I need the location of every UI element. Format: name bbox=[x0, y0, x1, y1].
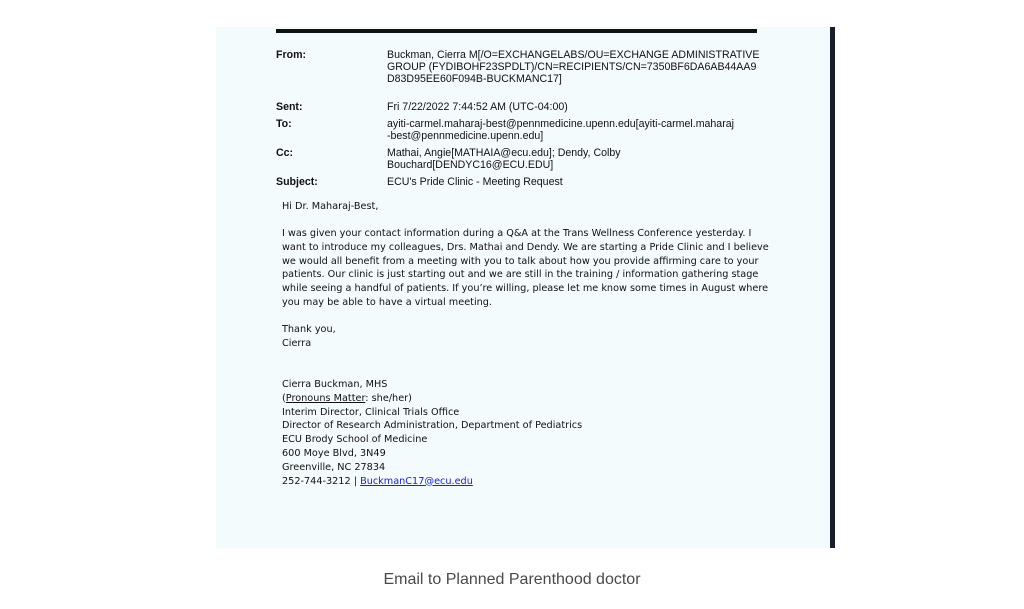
signature-school: ECU Brody School of Medicine bbox=[282, 434, 428, 446]
signature-contact bbox=[282, 475, 582, 489]
signature-name: Cierra Buckman, MHS bbox=[282, 379, 388, 390]
from-value: Buckman, Cierra M[/O=EXCHANGELABS/OU=EXCHANGE ADMINISTRATIVE GROUP (FYDIBOHF23SPDLT)/CN=RECIPIENTS/CN=7350BF6DA6AB44AA9D83D95EE60F094B-BUCKMANC17] bbox=[387, 49, 760, 85]
email-greeting: Hi Dr. Maharaj-Best, bbox=[282, 201, 379, 212]
pronouns-open: ( bbox=[282, 392, 286, 404]
sent-label: Sent: bbox=[276, 101, 303, 113]
pronouns-rest: : she/her) bbox=[365, 392, 412, 404]
closing-name: Cierra bbox=[282, 337, 312, 349]
signature-city: Greenville, NC 27834 bbox=[282, 461, 386, 473]
email-signature bbox=[282, 378, 582, 488]
from-label: From: bbox=[276, 49, 307, 61]
signature-title-1: Interim Director, Clinical Trials Office bbox=[282, 406, 460, 418]
document-right-border bbox=[830, 27, 835, 548]
cc-label: Cc: bbox=[276, 147, 294, 159]
body-line: while seeing a handful of patients. If you’re willing, please let me know some times in August where bbox=[282, 283, 769, 295]
to-value: ayiti-carmel.maharaj-best@pennmedicine.upenn.edu[ayiti-carmel.maharaj-best@pennmedicine.upenn.edu] bbox=[387, 118, 734, 142]
signature-email-link[interactable]: BuckmanC17@ecu.edu bbox=[360, 475, 473, 487]
subject-label: Subject: bbox=[276, 176, 318, 188]
pronouns-matter-link[interactable]: Pronouns Matter bbox=[285, 392, 366, 404]
signature-pronouns bbox=[282, 392, 582, 406]
signature-address: 600 Moye Blvd, 3N49 bbox=[282, 447, 386, 459]
cc-value: Mathai, Angie[MATHAIA@ecu.edu]; Dendy, Colby Bouchard[DENDYC16@ECU.EDU] bbox=[387, 147, 621, 171]
email-body bbox=[282, 227, 769, 310]
body-line: patients. Our clinic is just starting out and we are still in the training / information gathering stage bbox=[282, 269, 759, 281]
body-line: you may be able to have a virtual meeting. bbox=[282, 296, 493, 308]
body-line: I was given your contact information during a Q&A at the Trans Wellness Conference yesterday. I bbox=[282, 228, 752, 239]
header-top-rule bbox=[276, 29, 757, 33]
signature-phone: 252-744-3212 | bbox=[282, 475, 361, 487]
sent-value: Fri 7/22/2022 7:44:52 AM (UTC-04:00) bbox=[387, 101, 568, 113]
subject-value: ECU's Pride Clinic - Meeting Request bbox=[387, 176, 563, 188]
signature-title-2: Director of Research Administration, Department of Pediatrics bbox=[282, 420, 583, 432]
to-label: To: bbox=[276, 118, 292, 130]
email-closing bbox=[282, 323, 336, 351]
image-caption: Email to Planned Parenthood doctor bbox=[383, 571, 641, 588]
closing-line: Thank you, bbox=[282, 324, 336, 335]
body-line: we would all benefit from a meeting with you to talk about how you provide affirming care to your bbox=[282, 255, 759, 267]
body-line: want to introduce my colleagues, Drs. Mathai and Dendy. We are starting a Pride Clinic and I believe bbox=[282, 241, 769, 253]
